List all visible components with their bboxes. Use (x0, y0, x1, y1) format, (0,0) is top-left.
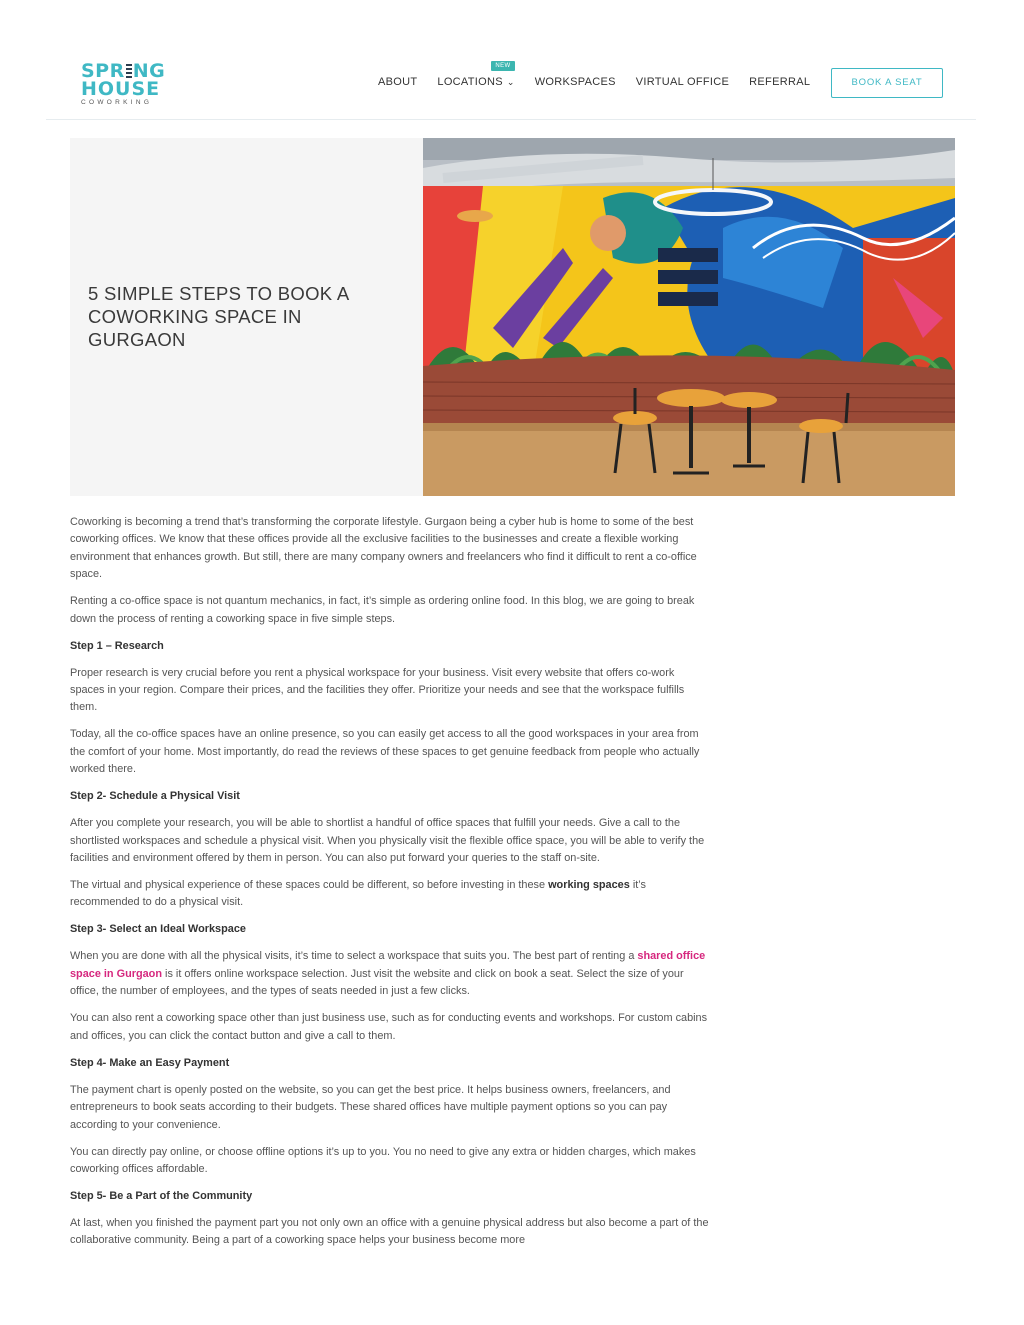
step-heading: Step 3- Select an Ideal Workspace (70, 923, 246, 936)
hero-title-panel (70, 138, 423, 496)
paragraph: After you complete your research, you will be able to shortlist a handful of office spaces that fulfill your needs. Give a call to the shortlisted workspaces and schedule a physical visit. When you physically visit the flexible office space, you will be able to verify the facilities and environment offered by them in person. You can also put forward your queries to the staff on-site. (70, 817, 705, 865)
paragraph: When you are done with all the physical visits, it’s time to select a workspace that suits you. The best part of renting a shared office space in Gurgaon is it offers online workspace selection. Just visit the website and click on book a seat. Select the size of your office, the number of employees, and the types of seats needed in just a few clicks. (70, 950, 706, 998)
logo-tagline: COWORKING (81, 99, 153, 106)
book-a-seat-button[interactable]: BOOK A SEAT (831, 68, 943, 98)
nav-locations[interactable]: NEW LOCATIONS ⌄ (437, 63, 515, 88)
paragraph: Coworking is becoming a trend that’s transforming the corporate lifestyle. Gurgaon being a cyber hub is home to some of the best coworking offices. We know that these offices provide all the exclusive facilities to the businesses and create a flexible working environment that enhances growth. But still, there are many company owners and freelancers who find it difficult to rent a co-office space. (70, 516, 697, 581)
logo-text: HOUSE (81, 78, 161, 100)
page-title: 5 SIMPLE STEPS TO BOOK A COWORKING SPACE IN GURGAON (88, 283, 349, 350)
nav-referral[interactable]: REFERRAL (749, 76, 811, 88)
paragraph: You can also rent a coworking space other than just business use, such as for conducting events and workshops. For custom cabins and offices, you can click the contact button and give a call to them. (70, 1012, 708, 1042)
chevron-down-icon: ⌄ (506, 77, 515, 87)
paragraph: Renting a co-office space is not quantum mechanics, in fact, it’s simple as ordering online food. In this blog, we are going to break down the process of renting a coworking space in five simple steps. (70, 595, 695, 625)
paragraph: The virtual and physical experience of these spaces could be different, so before investing in these working spaces it’s recommended to do a physical visit. (70, 879, 646, 909)
nav-workspaces[interactable]: WORKSPACES (534, 76, 616, 88)
logo-text: NG (132, 60, 166, 82)
paragraph: Proper research is very crucial before you rent a physical workspace for your business. Visit every website that offers co-work spaces in your region. Compare their prices, and the facilities they offer. Prioritize your needs and see that the workspace fulfills them. (70, 666, 685, 714)
paragraph: At last, when you finished the payment part you not only own an office with a genuine physical address but also become a part of the collaborative community. Being a part of a coworking space helps your business become more (70, 1216, 709, 1247)
step-heading: Step 2- Schedule a Physical Visit (70, 790, 240, 803)
step-heading: Step 4- Make an Easy Payment (70, 1056, 230, 1069)
main-nav (378, 63, 830, 88)
nav-virtual-office[interactable]: VIRTUAL OFFICE (635, 76, 730, 88)
step-heading: Step 5- Be a Part of the Community (70, 1189, 253, 1202)
brand-logo[interactable] (81, 62, 171, 106)
nav-about[interactable]: ABOUT (378, 76, 418, 88)
site-header (46, 0, 976, 120)
new-badge: NEW (491, 61, 514, 71)
bold-text: working spaces (548, 879, 630, 892)
logo-text: SPR (81, 60, 125, 82)
paragraph: The payment chart is openly posted on the website, so you can get the best price. It helps business owners, freelancers, and entrepreneurs to book seats according to their budgets. These shared offices have multiple payment options so you can pay according to your convenience. (70, 1083, 671, 1131)
hero-image (423, 138, 955, 496)
paragraph: You can directly pay online, or choose offline options it’s up to you. You no need to give any extra or hidden charges, which makes coworking offices affordable. (70, 1145, 696, 1175)
article-body (70, 514, 710, 1259)
paragraph: Today, all the co-office spaces have an online presence, so you can easily get access to all the good workspaces in your area from the comfort of your home. Most importantly, do read the reviews of these spaces to get genuine feedback from people who actually worked there. (70, 728, 700, 776)
step-heading: Step 1 – Research (70, 639, 164, 652)
logo-mark-icon (126, 64, 132, 79)
shared-office-link[interactable]: shared office space in Gurgaon (70, 950, 706, 980)
